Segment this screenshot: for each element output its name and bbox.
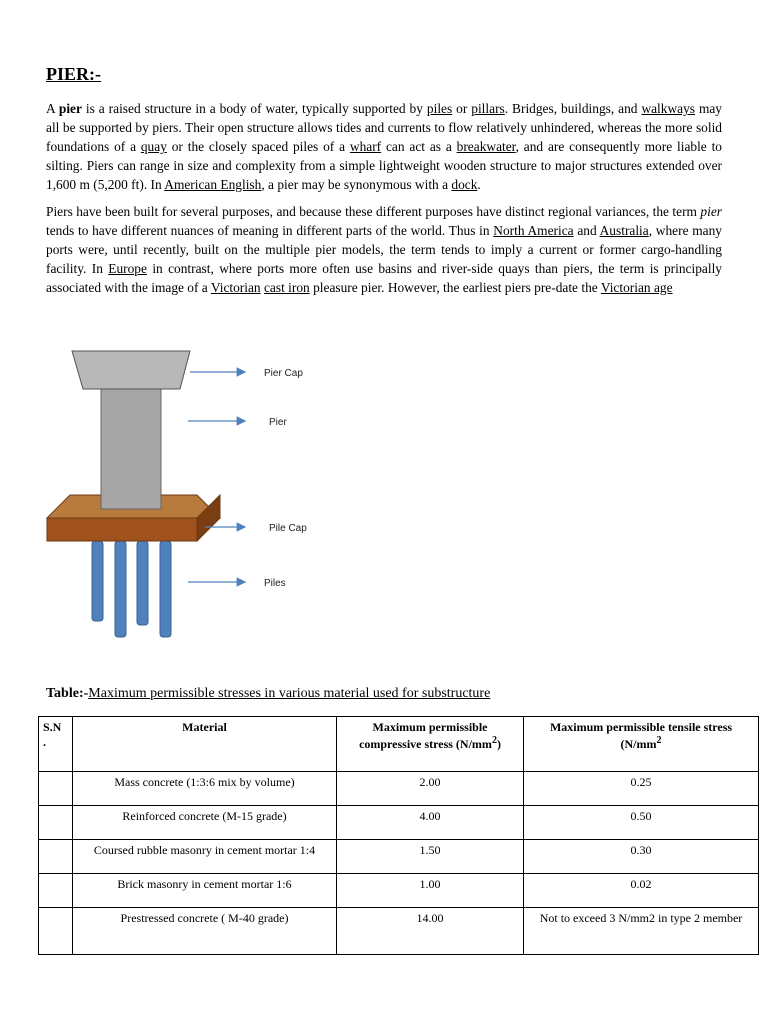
cell-material: Mass concrete (1:3:6 mix by volume) <box>73 772 337 806</box>
cell-material: Prestressed concrete ( M-40 grade) <box>73 908 337 955</box>
table-header-row <box>39 717 759 772</box>
pier-column <box>101 389 161 509</box>
pile-cap-front <box>47 518 197 541</box>
link-dock[interactable]: dock <box>451 177 478 192</box>
header-material: Material <box>73 717 337 772</box>
term-pier: pier <box>58 101 82 116</box>
cell-tensile: Not to exceed 3 N/mm2 in type 2 member <box>524 908 759 955</box>
table-caption: Table:-Maximum permissible stresses in various material used for substructure <box>46 686 491 701</box>
cell-sn <box>39 908 73 955</box>
cell-tensile: 0.02 <box>524 874 759 908</box>
cell-tensile: 0.30 <box>524 840 759 874</box>
table-row <box>39 840 759 874</box>
pile-2 <box>115 541 126 637</box>
link-breakwater[interactable]: breakwater <box>456 139 516 154</box>
cell-material: Reinforced concrete (M-15 grade) <box>73 806 337 840</box>
label-piles: Piles <box>264 578 286 589</box>
stress-table <box>38 716 759 955</box>
link-cast-iron[interactable]: cast iron <box>263 280 310 295</box>
paragraph-intro: A pier is a raised structure in a body of water, typically supported by piles or pillars. Bridges, buildings, and walkways may all be supported by piers. Their open structure allows tides and currents to flow relatively unhindered, whereas the more solid foundations of a quay or the closely spaced piles of a wharf can act as a breakwater, and are consequently more liable to silting. Piers can range in size and complexity from a simple lightweight wooden structure to major structures extended over 1,600 m (5,200 ft). In American English, a pier may be synonymous with a dock. <box>46 101 723 192</box>
pile-1 <box>92 541 103 621</box>
cell-tensile: 0.50 <box>524 806 759 840</box>
link-piles[interactable]: piles <box>426 101 453 116</box>
cell-compressive: 14.00 <box>337 908 524 955</box>
page-title: PIER:- <box>46 64 101 84</box>
link-europe[interactable]: Europe <box>108 261 147 276</box>
cell-sn <box>39 874 73 908</box>
cell-sn <box>39 772 73 806</box>
label-pier-cap: Pier Cap <box>264 368 303 379</box>
label-pile-cap: Pile Cap <box>269 523 307 534</box>
cell-sn <box>39 806 73 840</box>
cell-compressive: 2.00 <box>337 772 524 806</box>
link-pillars[interactable]: pillars <box>471 101 505 116</box>
header-tensile: Maximum permissible tensile stress ($N/mm^2$ <box>524 717 759 772</box>
cell-material: Brick masonry in cement mortar 1:6 <box>73 874 337 908</box>
link-north-america[interactable]: North America <box>493 223 574 238</box>
link-quay[interactable]: quay <box>140 139 167 154</box>
link-victorian[interactable]: Victorian <box>210 280 261 295</box>
pier-cap <box>72 351 190 389</box>
table-row <box>39 772 759 806</box>
paragraph-purposes: Piers have been built for several purposes, and because these different purposes have distinct regional variances, the term pier tends to have different nuances of meaning in different parts of the world. Thus in North America and Australia, where many ports were, until recently, built on the multiple pier models, the term tends to imply a current or former cargo-handling facility. In Europe in contrast, where ports more often use basins and river-side quays than piers, the term is principally associated with the image of a Victorian cast iron pleasure pier. However, the earliest piers pre-date the Victorian age <box>46 204 722 295</box>
table-row <box>39 806 759 840</box>
link-victorian-age[interactable]: Victorian age <box>600 280 673 295</box>
cell-material: Coursed rubble masonry in cement mortar 1:4 <box>73 840 337 874</box>
cell-compressive: 1.50 <box>337 840 524 874</box>
link-american-english[interactable]: American English <box>164 177 262 192</box>
pile-3 <box>137 541 148 625</box>
pile-4 <box>160 541 171 637</box>
link-walkways[interactable]: walkways <box>641 101 695 116</box>
pier-diagram <box>40 345 340 645</box>
label-pier: Pier <box>269 417 287 428</box>
cell-tensile: 0.25 <box>524 772 759 806</box>
cell-compressive: 1.00 <box>337 874 524 908</box>
cell-compressive: 4.00 <box>337 806 524 840</box>
table-row <box>39 908 759 955</box>
header-sn: S.N . <box>39 717 73 772</box>
table-row <box>39 874 759 908</box>
link-australia[interactable]: Australia <box>599 223 649 238</box>
header-compressive: Maximum permissible compressive stress $(N/mm^2)$ <box>337 717 524 772</box>
cell-sn <box>39 840 73 874</box>
link-wharf[interactable]: wharf <box>349 139 382 154</box>
term-pier-italic: pier <box>700 204 722 219</box>
